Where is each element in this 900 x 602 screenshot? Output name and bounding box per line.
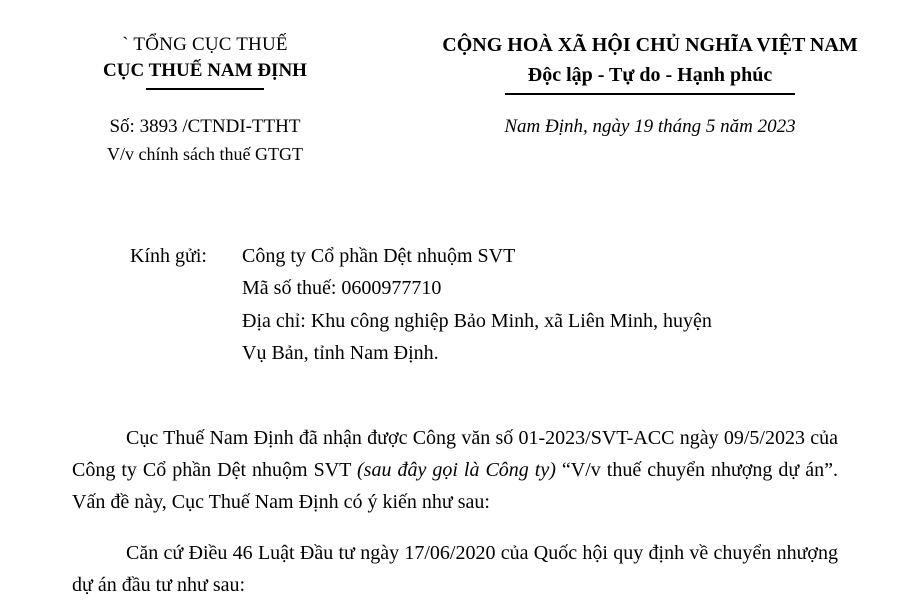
authority-underline: [146, 88, 264, 90]
recipient-address-line-2: Vụ Bản, tỉnh Nam Định.: [242, 342, 439, 365]
document-subject: V/v chính sách thuế GTGT: [107, 144, 303, 164]
document-body: [0, 422, 900, 602]
document-number: Số: 3893 /CTNDI-TTHT: [109, 115, 301, 137]
recipient-address-line-1: Địa chỉ: Khu công nghiệp Bảo Minh, xã Liên Minh, huyện: [242, 309, 712, 332]
body-paragraph-2: Căn cứ Điều 46 Luật Đầu tư ngày 17/06/2020 của Quốc hội quy định về chuyển nhượng dự án đầu tư như sau:: [72, 541, 838, 597]
body-paragraph-1-italic: (sau đây gọi là Công ty): [357, 458, 556, 481]
recipient-details: [242, 240, 712, 370]
national-motto: Độc lập - Tự do - Hạnh phúc: [527, 64, 773, 86]
document-place-date-block: [400, 113, 900, 142]
recipient-company-name: Công ty Cổ phần Dệt nhuộm SVT: [242, 245, 516, 267]
document-subheader: [0, 113, 900, 169]
motto-underline: [505, 93, 795, 95]
place-and-date: Nam Định, ngày 19 tháng 5 năm 2023: [504, 115, 796, 137]
body-paragraph-1-part-1: Cục Thuế Nam Định đã nhận được Công văn số 01-2023/SVT-ACC ngày 09/5/2023 của Công ty Cổ phần Dệt nhuộm SVT: [72, 426, 838, 481]
national-heading-block: [400, 32, 900, 95]
superior-authority-name: ` TỔNG CỤC THUẾ: [122, 34, 288, 55]
document-header: [0, 0, 900, 95]
body-paragraph-1: [72, 422, 838, 519]
recipient-tax-code: Mã số thuế: 0600977710: [242, 277, 442, 300]
recipient-label: Kính gửi:: [130, 245, 207, 267]
national-name: CỘNG HOÀ XÃ HỘI CHỦ NGHĨA VIỆT NAM: [442, 34, 858, 56]
issuing-authority-block: [0, 32, 400, 90]
issuing-authority-name: CỤC THUẾ NAM ĐỊNH: [103, 59, 307, 81]
recipient-block: [0, 240, 900, 370]
document-reference-block: [0, 113, 400, 169]
body-paragraph-1-part-2: “V/v thuế chuyển nhượng dự án”. Vấn đề này, Cục Thuế Nam Định có ý kiến như sau:: [72, 458, 838, 514]
